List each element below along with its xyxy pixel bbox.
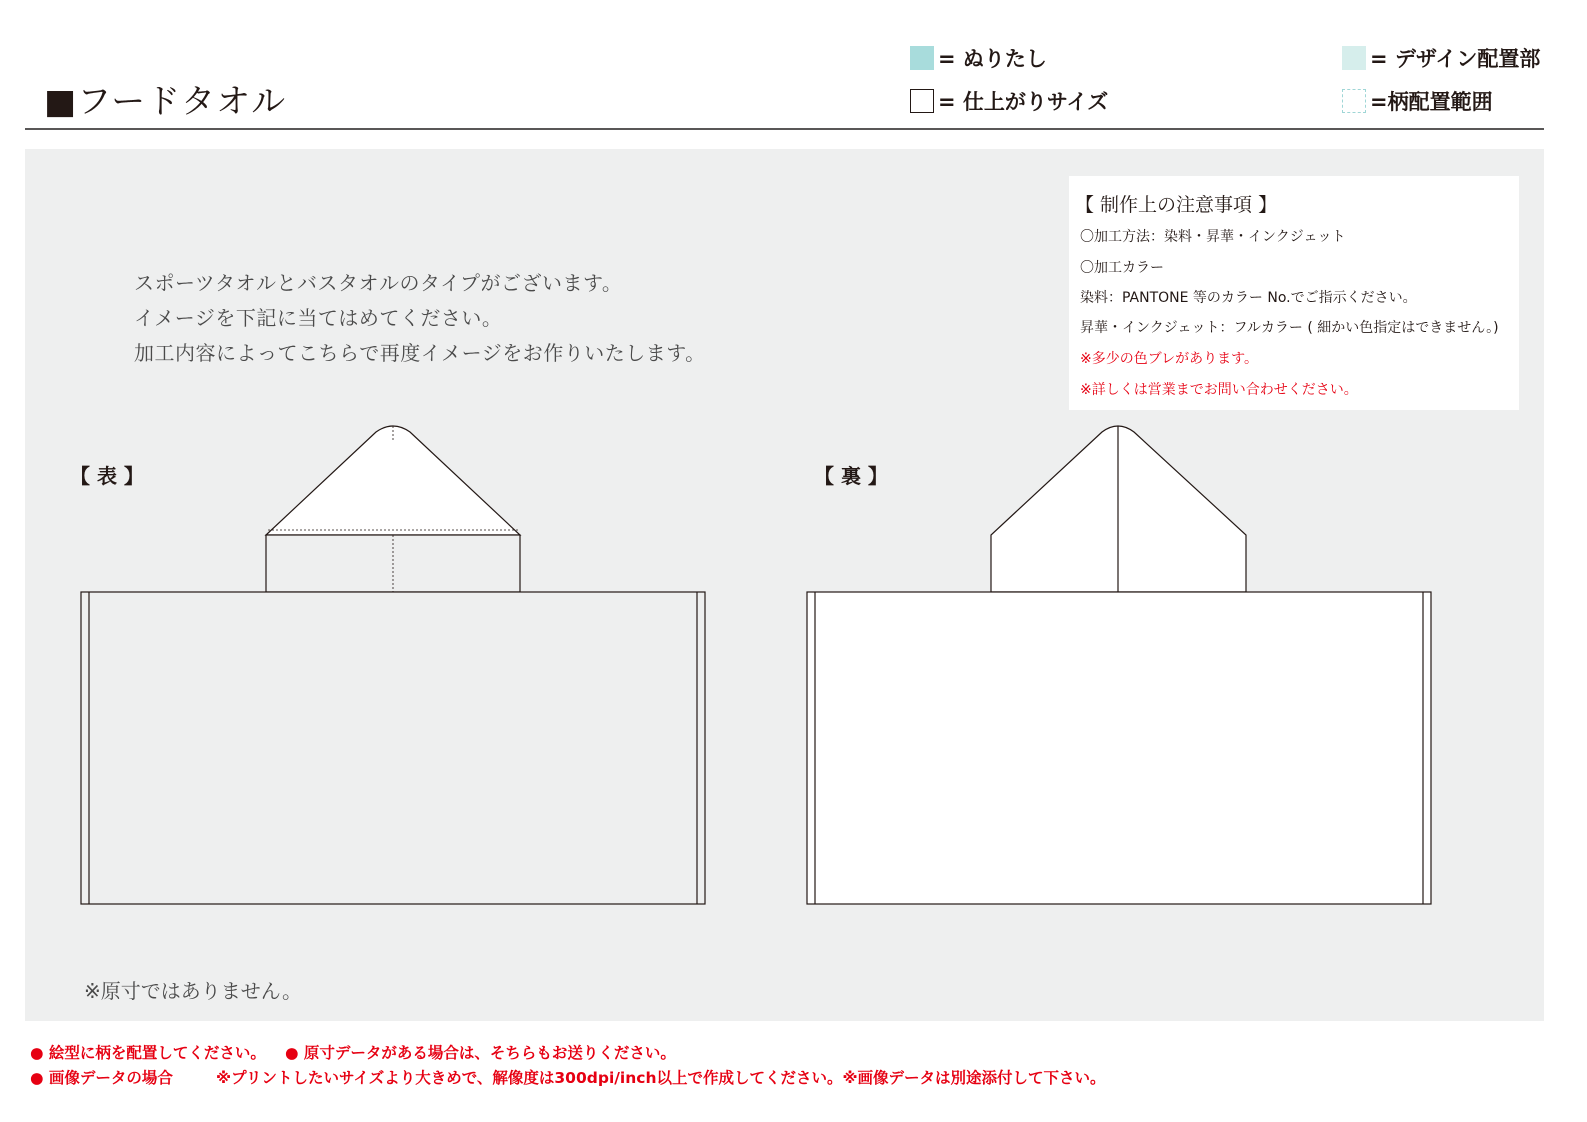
front-towel [81, 426, 705, 904]
footer-note: ● 原寸データがある場合は、そちらもお送りください。 [285, 1044, 676, 1062]
scale-disclaimer: ※原寸ではありません。 [84, 979, 302, 1003]
legend-finish-size-label: = 仕上がりサイズ [938, 90, 1109, 114]
front-side-label: 【 表 】 [70, 464, 144, 488]
intro-line: スポーツタオルとバスタオルのタイプがございます。 [134, 271, 623, 295]
page-title: ■フードタオル [44, 82, 287, 122]
legend-bleed-label: = ぬりたし [938, 47, 1047, 71]
footer-note: ※プリントしたいサイズより大きめで、解像度は300dpi/inch以上で作成してください。※画像データは別途添付して下さい。 [216, 1069, 1106, 1087]
notes-line: 〇加工方法：染料・昇華・インクジェット [1080, 229, 1346, 245]
front-hood-peak [266, 426, 520, 535]
notes-line: 〇加工カラー [1080, 260, 1164, 276]
footer-note: ● 絵型に柄を配置してください。 [30, 1044, 266, 1062]
intro-line: イメージを下記に当てはめてください。 [134, 306, 503, 330]
legend-design-area-label: = デザイン配置部 [1370, 47, 1541, 71]
notes-warning: ※詳しくは営業までお問い合わせください。 [1080, 382, 1358, 398]
intro-line: 加工内容によってこちらで再度イメージをお作りいたします。 [134, 341, 706, 365]
notes-warning: ※多少の色ブレがあります。 [1080, 351, 1259, 367]
back-towel [807, 426, 1431, 904]
legend-pattern-range-label: =柄配置範囲 [1370, 90, 1493, 114]
notes-line: 染料：PANTONE 等のカラー No.でご指示ください。 [1080, 290, 1417, 306]
back-side-label: 【 裏 】 [814, 464, 888, 488]
back-body [807, 592, 1431, 904]
notes-line: 昇華・インクジェット：フルカラー ( 細かい色指定はできません。) [1080, 320, 1499, 336]
notes-heading: 【 制作上の注意事項 】 [1075, 194, 1278, 216]
front-body [81, 592, 705, 904]
footer-note: ● 画像データの場合 [30, 1069, 173, 1087]
